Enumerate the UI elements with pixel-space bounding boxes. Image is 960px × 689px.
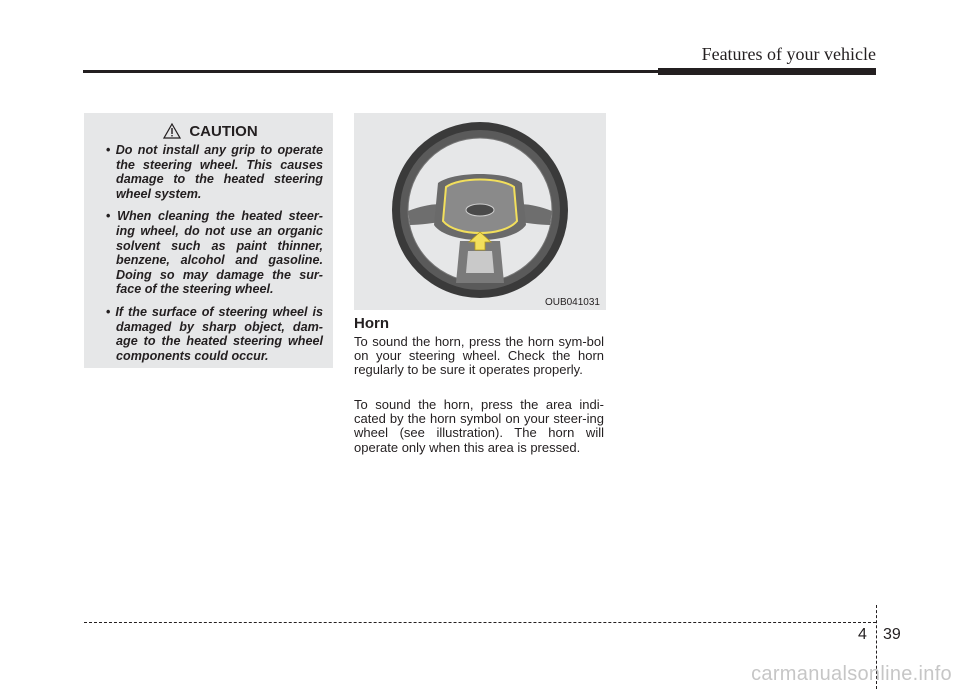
figure-code: OUB041031 [544,297,600,308]
caution-item: • If the surface of steering wheel is damaged by sharp object, dam-age to the heated steering wheel components could occur. [98,305,323,363]
footer-rule [84,622,876,623]
header-title: Features of your vehicle [701,44,876,64]
caution-heading [98,121,323,141]
caution-list [98,143,323,363]
warning-triangle-icon [163,123,181,139]
caution-item: • Do not install any grip to operate the steering wheel. This causes damage to the heated steering wheel system. [98,143,323,201]
body-paragraph: To sound the horn, press the area indi-cated by the horn symbol on your steer-ing wheel (see illustration). The horn will operate only when this area is pressed. [354,397,604,455]
caution-item: • When cleaning the heated steer-ing wheel, do not use an organic solvent such as paint thinner, benzene, alcohol and gasoline. Doing so may damage the sur-face of the steering wheel. [98,209,323,297]
section-title-horn: Horn [354,315,389,332]
steering-wheel-illustration [354,113,606,310]
page-number: 39 [883,626,901,643]
steering-wheel-figure [354,113,606,310]
caution-title: CAUTION [189,122,258,140]
watermark: carmanualsonline.info [751,663,952,685]
body-paragraph: To sound the horn, press the horn sym-bol on your steering wheel. Check the horn regularly to be sure it operates properly. [354,334,604,378]
page-chapter: 4 [858,626,867,643]
caution-box [84,113,333,368]
header-rule-accent [658,68,876,75]
